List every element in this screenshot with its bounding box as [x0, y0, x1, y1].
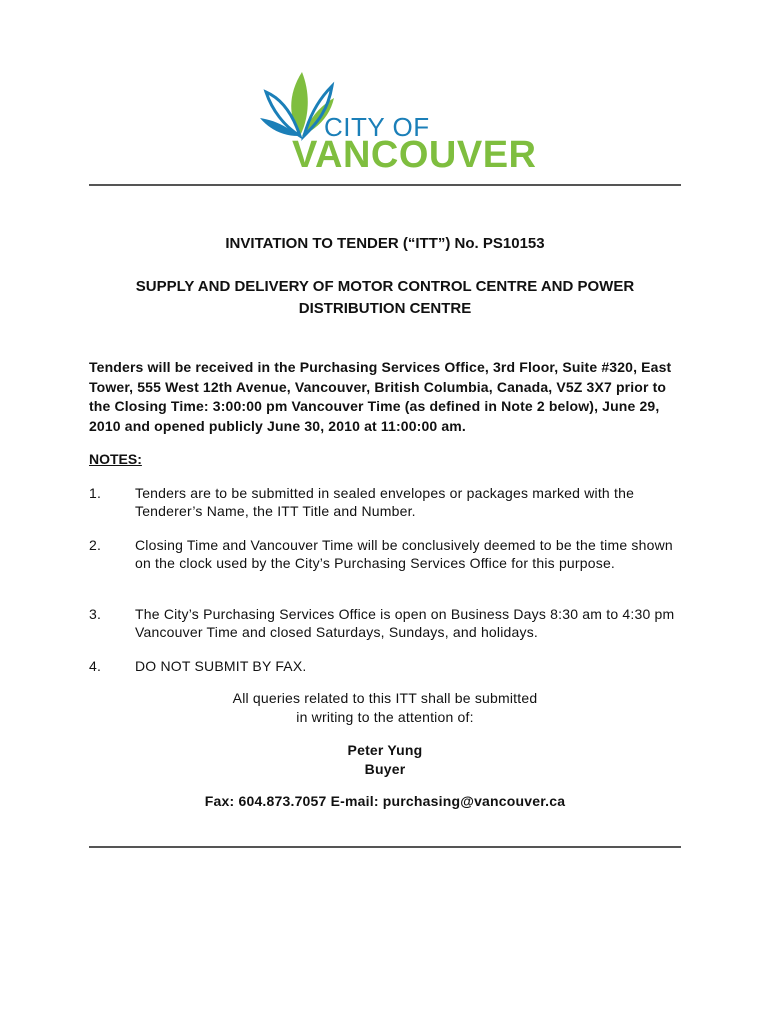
note-text: Tenders are to be submitted in sealed envelopes or packages marked with the Tenderer’s Name, the ITT Title and Number.	[135, 485, 635, 519]
contact-title: Buyer	[364, 761, 406, 777]
document-title: INVITATION TO TENDER (“ITT”) No. PS10153	[225, 235, 545, 252]
note-number: 2.	[89, 537, 102, 553]
notes-heading: NOTES:	[89, 451, 142, 467]
tender-intro-paragraph: Tenders will be received in the Purchasing Services Office, 3rd Floor, Suite #320, East Tower, 555 West 12th Avenue, Vancouver, British Columbia, Canada, V5Z 3X7 prior to the Closing Time: 3:00:00 pm Vancouver Time (as defined in Note 2 below), June 29, 2010 and opened publicly June 30, 2010 at 11:00:00 am.	[89, 359, 672, 434]
city-of-vancouver-logo	[258, 66, 537, 178]
note-number: 1.	[89, 485, 102, 501]
contact-name: Peter Yung	[347, 742, 423, 758]
subtitle-line-2: DISTRIBUTION CENTRE	[298, 300, 472, 317]
contact-details: Fax: 604.873.7057 E-mail: purchasing@vancouver.ca	[204, 793, 566, 809]
query-line-1: All queries related to this ITT shall be submitted	[232, 690, 538, 706]
subtitle-line-1: SUPPLY AND DELIVERY OF MOTOR CONTROL CENTRE AND POWER	[135, 278, 635, 295]
contact-block	[89, 741, 681, 779]
top-divider	[89, 184, 681, 186]
note-text: The City’s Purchasing Services Office is open on Business Days 8:30 am to 4:30 pm Vancouver Time and closed Saturdays, Sundays, and holidays.	[135, 606, 675, 640]
note-text: Closing Time and Vancouver Time will be conclusively deemed to be the time shown on the clock used by the City’s Purchasing Services Office for this purpose.	[135, 537, 673, 571]
logo-city-of-text: CITY OF	[324, 112, 430, 142]
note-text: DO NOT SUBMIT BY FAX.	[135, 658, 307, 674]
logo-vancouver-text: VANCOUVER	[292, 134, 537, 176]
query-instructions	[89, 689, 681, 727]
document-subtitle	[89, 276, 681, 320]
query-line-2: in writing to the attention of:	[296, 709, 474, 725]
note-number: 3.	[89, 606, 102, 622]
note-number: 4.	[89, 658, 102, 674]
bottom-divider	[89, 846, 681, 848]
